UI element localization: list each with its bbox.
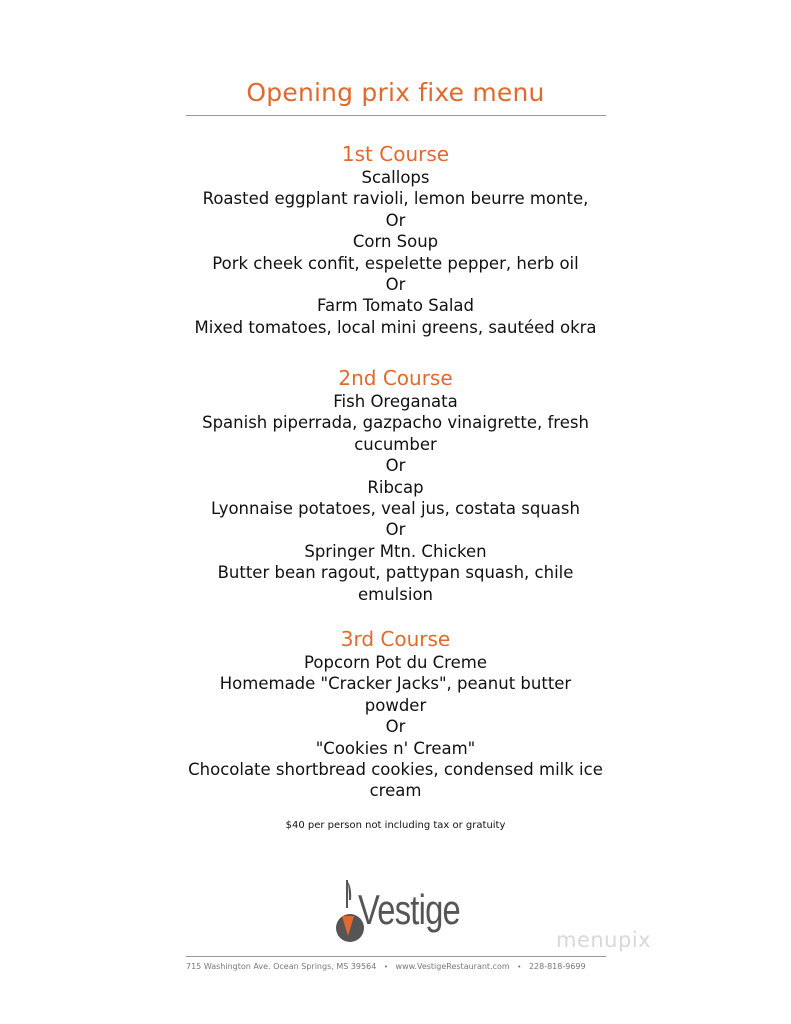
title-divider xyxy=(186,115,606,116)
course-1 xyxy=(150,141,641,338)
course-2-line: Spanish piperrada, gazpacho vinaigrette, fresh xyxy=(202,413,589,433)
course-3-line: Chocolate shortbread cookies, condensed milk ice xyxy=(188,760,603,780)
course-2-line: Fish Oreganata xyxy=(333,392,458,411)
course-3-line: powder xyxy=(364,695,427,715)
footer-website[interactable]: www.VestigeRestaurant.com xyxy=(395,962,510,971)
footer-separator: • xyxy=(383,963,388,971)
course-2-line: Or xyxy=(385,520,406,540)
course-1-line: Or xyxy=(385,275,406,295)
course-2-line: Springer Mtn. Chicken xyxy=(304,541,487,561)
course-2-line: Butter bean ragout, pattypan squash, chile xyxy=(217,563,574,583)
course-1-line: Or xyxy=(385,210,406,230)
course-3-line: Or xyxy=(385,717,406,737)
course-3-line: Popcorn Pot du Creme xyxy=(304,653,487,672)
course-3-line: "Cookies n' Cream" xyxy=(315,738,476,758)
course-3 xyxy=(150,626,641,802)
footer-address: 715 Washington Ave. Ocean Springs, MS 39564 xyxy=(186,962,377,971)
course-2-line: emulsion xyxy=(358,584,433,604)
menupix-watermark: menupix xyxy=(556,928,652,952)
course-1-line: Mixed tomatoes, local mini greens, sautéed okra xyxy=(194,317,597,337)
course-2-line: cucumber xyxy=(354,434,437,454)
course-1-title: 1st Course xyxy=(341,142,450,166)
course-1-line: Roasted eggplant ravioli, lemon beurre monte, xyxy=(202,189,589,209)
price-note: $40 per person not including tax or gratuity xyxy=(285,820,506,831)
menu-title: Opening prix fixe menu xyxy=(246,78,545,107)
footer-separator: • xyxy=(517,963,522,971)
course-1-line: Corn Soup xyxy=(352,232,439,252)
logo-wordmark: Vestige xyxy=(358,886,461,933)
course-3-line: Homemade "Cracker Jacks", peanut butter xyxy=(219,674,572,694)
course-3-line: cream xyxy=(369,781,422,801)
course-1-line: Farm Tomato Salad xyxy=(316,296,475,316)
course-1-line: Pork cheek confit, espelette pepper, herb oil xyxy=(212,253,579,273)
course-1-line: Scallops xyxy=(361,168,430,187)
footer-divider xyxy=(186,956,606,957)
vestige-logo xyxy=(334,878,461,948)
course-2-line: Ribcap xyxy=(367,477,424,497)
course-2 xyxy=(150,365,641,605)
course-2-title: 2nd Course xyxy=(338,366,453,390)
course-3-title: 3rd Course xyxy=(340,627,451,651)
footer-phone: 228-818-9699 xyxy=(528,962,586,971)
course-2-line: Or xyxy=(385,456,406,476)
course-2-line: Lyonnaise potatoes, veal jus, costata squash xyxy=(211,499,580,519)
footer-contact xyxy=(186,962,616,971)
